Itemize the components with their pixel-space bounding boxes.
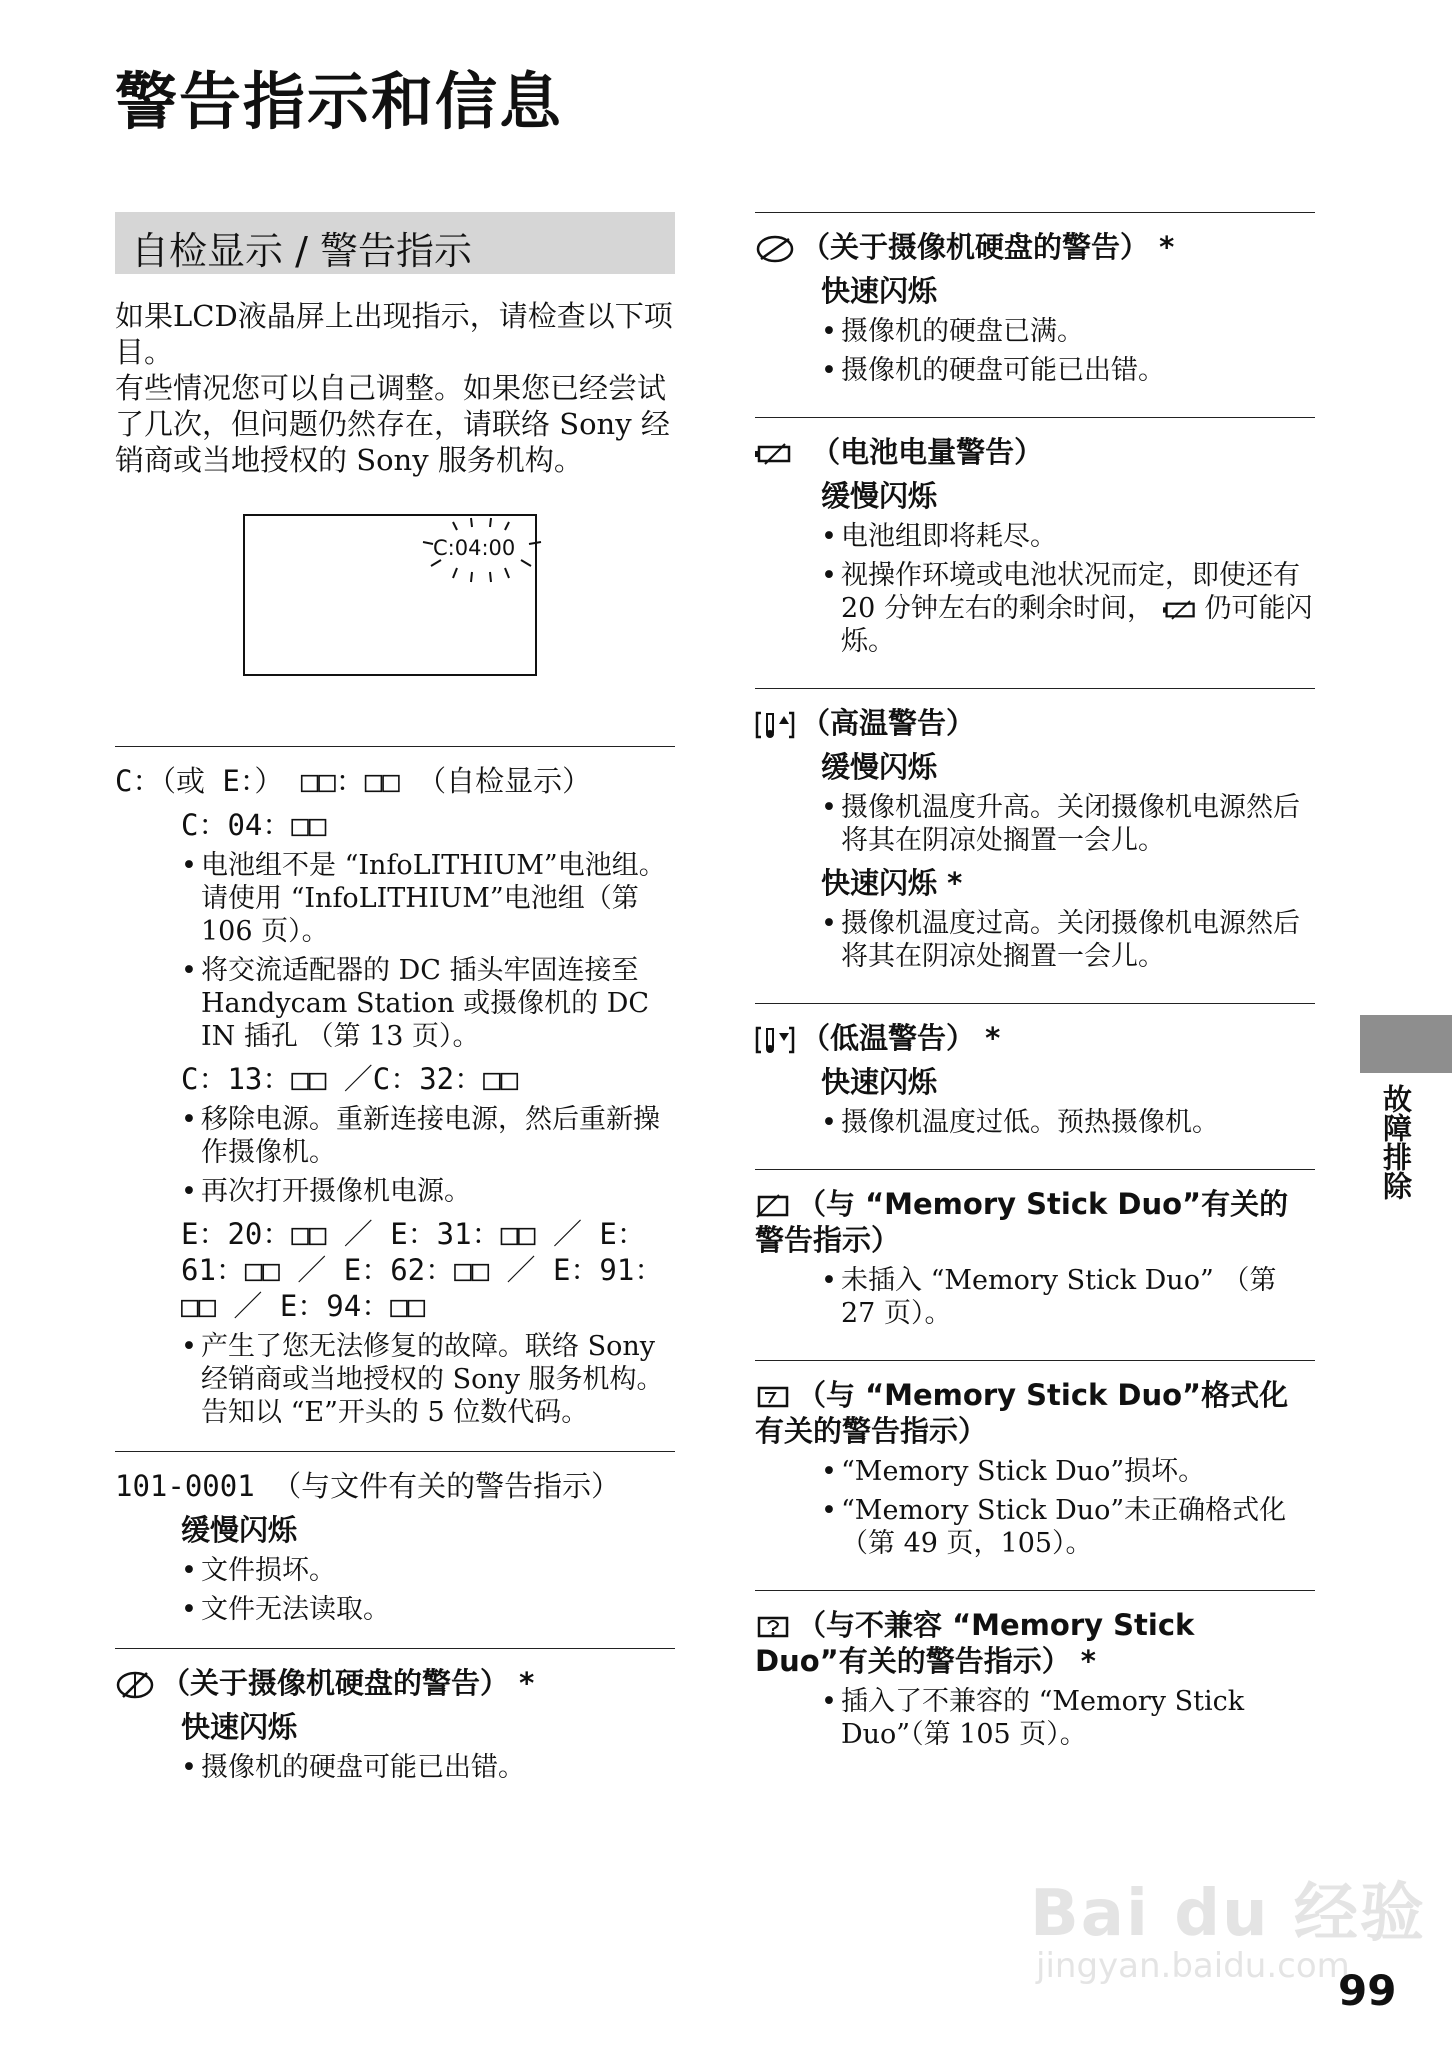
page-number: 99 <box>1338 1966 1397 2015</box>
ms-incompat-heading: （与不兼容 “Memory Stick Duo”有关的警告指示） * <box>755 1608 1195 1678</box>
code-group-heading: C：04：□□ <box>181 808 327 842</box>
list-item <box>821 559 1315 658</box>
low-temp-heading: （低温警告） * <box>801 1021 1001 1055</box>
thermometer-high-icon <box>755 710 795 740</box>
high-temp-warning-section <box>755 689 1315 973</box>
blink-label: 快速闪烁 <box>821 274 938 308</box>
battery-warning-section <box>755 418 1315 658</box>
code-group-heading: E：20：□□ ／ E：31：□□ ／ E：61：□□ ／ E：62：□□ ／ E：91：□□ ／ E：94：□□ <box>181 1217 664 1323</box>
page-title: 警告指示和信息 <box>115 65 564 138</box>
chapter-tab <box>1360 1015 1452 1073</box>
list-item: • 文件损坏。 <box>181 1554 675 1587</box>
battery-low-icon <box>1163 599 1199 621</box>
hdd-warning-heading: （关于摄像机硬盘的警告） * <box>801 230 1175 264</box>
thermometer-low-icon <box>755 1025 795 1055</box>
list-item-text: 视操作环境或电池状况而定，即使还有 20 分钟左右的剩余时间， <box>841 560 1300 624</box>
hdd-warning-section-1 <box>115 1649 675 1784</box>
battery-warning-heading: （电池电量警告） <box>801 435 1044 469</box>
chapter-label: 故障排除 <box>1379 1084 1413 1200</box>
list-item: • 电池组不是 “InfoLITHIUM”电池组。请使用 “InfoLITHIUM”电池组（第 106 页）。 <box>181 849 675 948</box>
list-item: • 摄像机的硬盘可能已出错。 <box>181 1751 675 1784</box>
intro-line2: 有些情况您可以自己调整。如果您已经尝试了几次，但问题仍然存在，请联络 Sony 经销商或当地授权的 Sony 服务机构。 <box>115 371 670 477</box>
list-item: • 电池组即将耗尽。 <box>821 520 1315 553</box>
memory-stick-question-icon <box>755 1614 791 1640</box>
left-column <box>115 298 675 1784</box>
list-item: • “Memory Stick Duo”未正确格式化（第 49 页，105）。 <box>821 1494 1315 1560</box>
hdd-warning-section-2 <box>755 213 1315 387</box>
blink-label: 缓慢闪烁 <box>821 750 938 784</box>
right-column <box>755 212 1315 1751</box>
list-item: • 再次打开摄像机电源。 <box>181 1175 675 1208</box>
list-item: • 产生了您无法修复的故障。联络 Sony 经销商或当地授权的 Sony 服务机构。告知以 “E”开头的 5 位数代码。 <box>181 1330 675 1429</box>
list-item: • 移除电源。重新连接电源，然后重新操作摄像机。 <box>181 1103 675 1169</box>
ms-format-heading: （与 “Memory Stick Duo”格式化有关的警告指示） <box>755 1378 1289 1448</box>
selfcheck-section <box>115 747 675 1429</box>
file-warning-section <box>115 1452 675 1626</box>
watermark-logo: Bai du 经验 <box>1030 1877 1426 1951</box>
list-item: • “Memory Stick Duo”损坏。 <box>821 1455 1315 1488</box>
list-item: • 摄像机温度过低。预热摄像机。 <box>821 1106 1315 1139</box>
file-warning-heading: 101-0001 （与文件有关的警告指示） <box>115 1469 621 1503</box>
list-item: • 摄像机温度过高。关闭摄像机电源然后将其在阴凉处搁置一会儿。 <box>821 907 1315 973</box>
selfcheck-heading: C：（或 E：） □□：□□ （自检显示） <box>115 764 592 798</box>
list-item: • 将交流适配器的 DC 插头牢固连接至 Handycam Station 或摄像机的 DC IN 插孔 （第 13 页）。 <box>181 954 675 1053</box>
hdd-warning-heading: （关于摄像机硬盘的警告） * <box>161 1666 535 1700</box>
blink-label: 缓慢闪烁 <box>181 1513 298 1547</box>
low-temp-warning-section <box>755 1004 1315 1139</box>
watermark-url: jingyan.baidu.com <box>1036 1946 1350 1986</box>
list-item: • 未插入 “Memory Stick Duo” （第 27 页）。 <box>821 1264 1315 1330</box>
ms-none-heading: （与 “Memory Stick Duo”有关的警告指示） <box>755 1187 1289 1257</box>
blink-label: 缓慢闪烁 <box>821 479 938 513</box>
battery-low-icon <box>755 442 795 466</box>
list-item: • 摄像机的硬盘已满。 <box>821 315 1315 348</box>
lcd-display-text: C:04:00 <box>433 536 516 560</box>
list-item: • 文件无法读取。 <box>181 1593 675 1626</box>
hdd-error-icon <box>115 1670 155 1700</box>
blink-label: 快速闪烁 <box>821 1065 938 1099</box>
intro-line1: 如果LCD液晶屏上出现指示，请检查以下项目。 <box>115 299 673 369</box>
high-temp-heading: （高温警告） <box>801 706 976 740</box>
hdd-full-icon <box>755 234 795 264</box>
memory-stick-icon <box>755 1193 791 1219</box>
memory-stick-format-icon <box>755 1384 791 1410</box>
code-group-heading: C：13：□□ ／C：32：□□ <box>181 1062 519 1096</box>
blink-label: 快速闪烁 * <box>821 866 963 900</box>
list-item: • 摄像机的硬盘可能已出错。 <box>821 354 1315 387</box>
ms-format-warning-section <box>755 1361 1315 1560</box>
ms-incompat-warning-section <box>755 1591 1315 1751</box>
blink-label: 快速闪烁 <box>181 1710 298 1744</box>
lcd-illustration <box>243 514 537 676</box>
list-item: • 摄像机温度升高。关闭摄像机电源然后将其在阴凉处搁置一会儿。 <box>821 791 1315 857</box>
section-band-title: 自检显示 / 警告指示 <box>131 229 472 273</box>
section-band <box>115 212 675 274</box>
ms-none-warning-section <box>755 1170 1315 1330</box>
list-item: • 插入了不兼容的 “Memory Stick Duo”（第 105 页）。 <box>821 1685 1315 1751</box>
list-item-text: 仍可能闪烁。 <box>841 593 1313 657</box>
